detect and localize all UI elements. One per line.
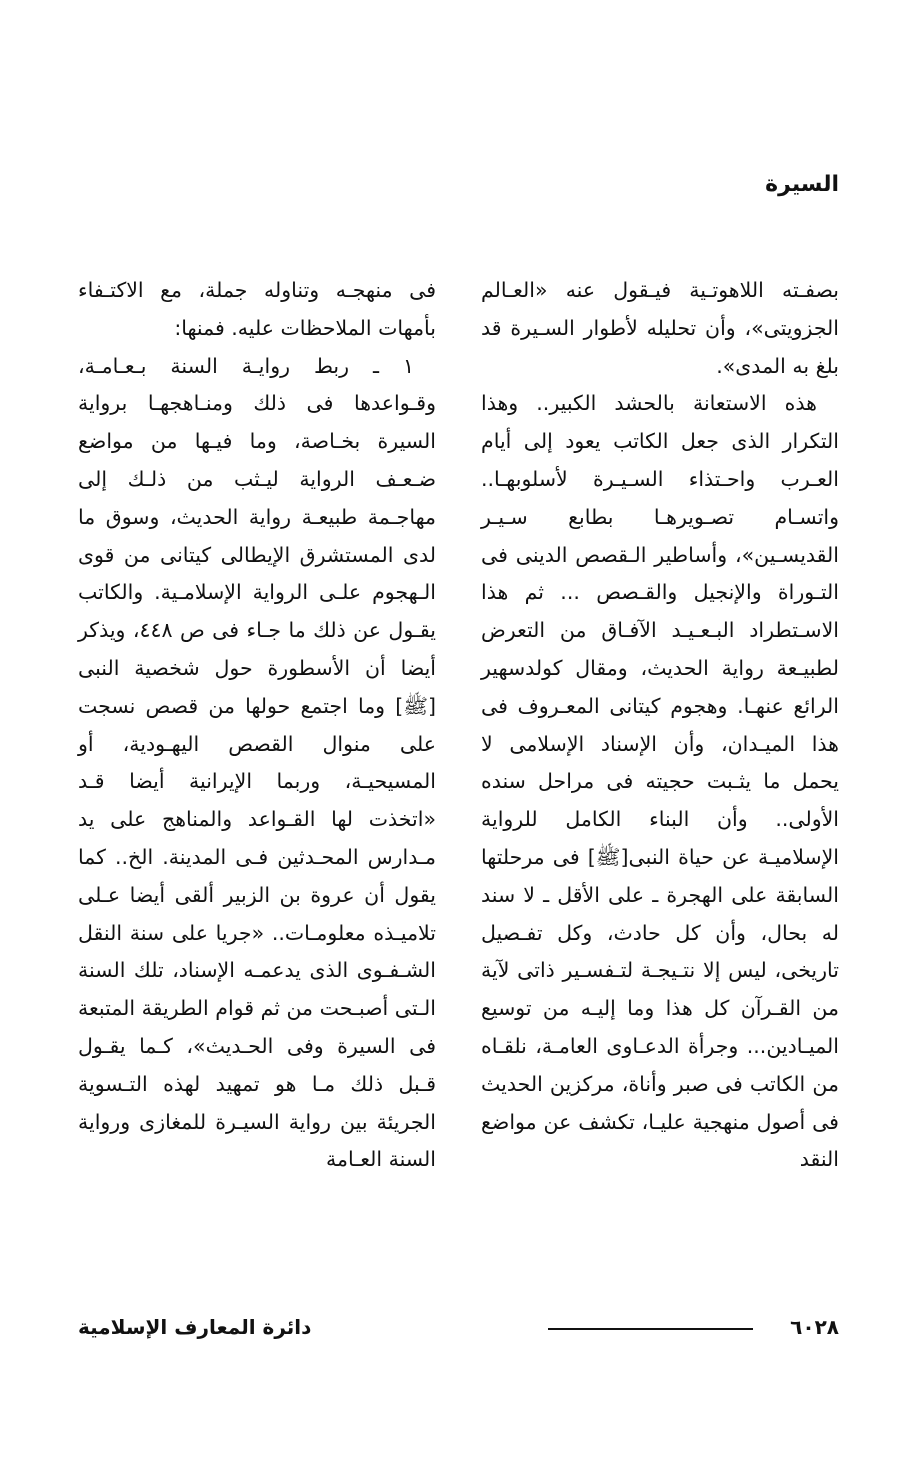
right-column [481,272,839,1179]
book-title: دائرة المعارف الإسلامية [78,1315,312,1339]
left-column [78,272,436,1179]
paragraph: فى منهجـه وتناوله جملة، مع الاكتـفاء بأمهات الملاحظات عليه. فمنها: [78,278,436,340]
page-footer [78,1310,839,1344]
running-title: السيرة [765,172,839,197]
paragraph: ١ ـ ربط روايـة السنة بـعـامـة، وقـواعدها فى ذلك ومنـاهجهـا برواية السيرة بخـاصة، وما فيـها من مواضع ضـعـف الرواية ليـثب من ذلـك إلى مهاجـمة طبيعـة رواية الحديث، وسوق ما لدى المستشرق الإيطالى كيتانى من قوى الـهجوم علـى الرواية الإسلامـية. والكاتب يقـول عن ذلك ما جـاء فى ص ٤٤٨، ويذكر أيضا أن الأسطورة حول شخصية النبى [ﷺ] وما اجتمع حولها من قصص نسجت على منوال القصص اليهـودية، أو المسيحيـة، وربما الإيرانية أيضا قـد «اتخذت لها القـواعد والمناهج على يد مـدارس المحـدثين فـى المدينة. الخ.. كما يقول أن عروة بن الزبير ألقى أيضا عـلى تلاميـذه معلومـات.. «جريا على سنة النقل الشـفـوى الذى يدعمـه الإسناد، تلك السنة الـتى أصبـحت من ثم قوام الطريقة المتبعة فى السيرة وفى الحـديث»، كـما يقـول قـبل ذلك مـا هو تمهيد لهذه التـسوية الجريئة بين رواية السيـرة للمغازى ورواية السنة العـامة [78,353,436,1172]
paragraph: بصفـته اللاهوتـية فيـقول عنه «العـالم الجزويتى»، وأن تحليله لأطوار السـيرة قد بلغ به المدى». [481,278,839,378]
footer-rule [548,1328,753,1330]
paragraph: هذه الاستعانة بالحشد الكبير.. وهذا التكرار الذى جعل الكاتب يعود إلى أيام العـرب واحـتذاء السـيـرة لأسلوبهـا.. واتسـام تصـويرهـا بطابع سـيـر القديسـين»، وأساطير الـقصص الدينى فى التـوراة والإنجيل والقـصص ... ثم هذا الاسـتطراد البـعـيـد الآفـاق من التعرض لطبيـعة رواية الحديث، ومقال كولدسهير الرائع عنهـا. وهجوم كيتانى المعـروف فى هذا الميـدان، وأن الإسناد الإسلامى لا يحمل ما يثـبت حجيته فى مراحل سنده الأولى.. وأن البناء الكامل للرواية الإسلاميـة عن حياة النبى[ﷺ] فى مرحلتها السابقة على الهجرة ـ على الأقل ـ لا سند له بحال، وأن كل حادث، وكل تفـصيل تاريخى، ليس إلا نتـيجـة لتـفسـير ذاتى لآية من القـرآن كل هذا وما إليـه من توسيع الميـادين... وجرأة الدعـاوى العامـة، نلقـاه من الكاتب فى صبر وأناة، مركزين الحديث فى أصول منهجية عليـا، تكشف عن مواضع النقد [481,391,839,1172]
page-number: ٦٠٢٨ [790,1315,839,1339]
